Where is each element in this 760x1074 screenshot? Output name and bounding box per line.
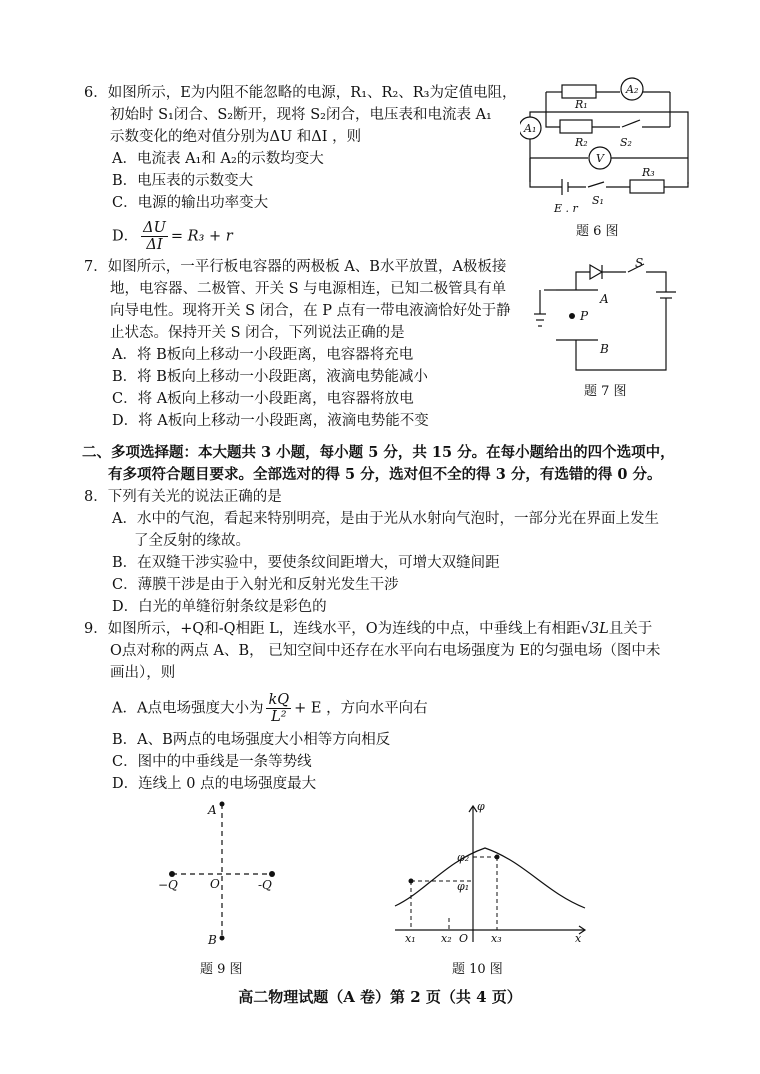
q10-label-x1: x₁ xyxy=(405,932,416,945)
q10-label-x3: x₃ xyxy=(491,932,502,945)
q10-label-x2: x₂ xyxy=(441,932,452,945)
q9-point-b xyxy=(220,936,225,941)
q6-label-s2: S₂ xyxy=(620,136,632,149)
q8-option-d: D．白光的单缝衍射条纹是彩色的 xyxy=(112,599,327,615)
section2-heading xyxy=(82,442,675,486)
q6-circuit-diagram xyxy=(520,72,700,232)
q9 xyxy=(84,618,660,795)
q9-label-b: B xyxy=(208,933,217,947)
q7-option-d: D．将 A板向上移动一小段距离，液滴电势能不变 xyxy=(112,413,429,429)
section2-line1: 二、多项选择题：本大题共 3 小题，每小题 5 分，共 15 分。在每小题给出的四个选项中， xyxy=(82,444,675,461)
q9-label-left: −Q xyxy=(158,878,178,892)
q9-option-b: B．A、B两点的电场强度大小相等方向相反 xyxy=(112,732,391,748)
q6-fraction: $\frac{\Delta U}{\Delta I}$ xyxy=(143,220,166,253)
q9-option-d: D．连线上 0 点的电场强度最大 xyxy=(112,776,317,792)
q7-label-s: S xyxy=(635,258,644,270)
q6-resistor-top xyxy=(562,85,596,98)
q6-label-r1: R₁ xyxy=(575,98,588,111)
q6-stem xyxy=(84,82,517,253)
q9-point-a xyxy=(220,802,225,807)
q7-label-a: A xyxy=(600,292,609,306)
q8-option-c: C．薄膜干涉是由于入射光和反射光发生干涉 xyxy=(112,577,399,593)
q9-label-right: -Q xyxy=(258,878,272,892)
q10-label-phi: φ xyxy=(477,800,485,813)
q6-label-a2: A₂ xyxy=(626,83,639,96)
q6-option-d: D． $\frac{\Delta U}{\Delta I}$ = R₃ + r xyxy=(112,220,233,253)
q6-line2: 初始时 S₁闭合、S₂断开，现将 S₂闭合，电压表和电流表 A₁ xyxy=(110,107,492,123)
q9-option-c: C．图中的中垂线是一条等势线 xyxy=(112,754,312,770)
q7-option-b: B．将 B板向上移动一小段距离，液滴电势能减小 xyxy=(112,369,428,385)
q8-stem: 8．下列有关光的说法正确的是 xyxy=(84,489,282,505)
q8-option-a-cont: 了全反射的缘故。 xyxy=(134,533,250,549)
q7-stem xyxy=(84,256,511,432)
q7-line1: 7．如图所示，一平行板电容器的两极板 A、B水平放置，A极板接 xyxy=(84,259,507,275)
q6-option-a: A．电流表 A₁和 A₂的示数均变大 xyxy=(112,151,324,167)
q9-charge-left xyxy=(169,871,175,877)
q9-option-a: A．A点电场强度大小为 $\frac{kQ}{\text{L²}}$ + E ，方向水平向右 xyxy=(112,692,428,725)
q6-label-s1: S₁ xyxy=(592,194,604,207)
q9-line2: O点对称的两点 A、B， 已知空间中还存在水平向右电场强度为 E的匀强电场（图中未 xyxy=(110,643,661,659)
q7-figure-caption: 题 7 图 xyxy=(584,384,627,399)
q9-line3: 画出），则 xyxy=(110,665,176,681)
q6-label-r2: R₂ xyxy=(575,136,588,149)
q10-figure-caption: 题 10 图 xyxy=(452,962,503,977)
q10-label-phi2: φ₂ xyxy=(457,851,470,864)
q10-label-x: x xyxy=(575,932,582,945)
q9-label-o: O xyxy=(210,877,220,891)
page-footer: 高二物理试题（A 卷）第 2 页（共 4 页） xyxy=(238,988,522,1006)
q7-line2: 地，电容器、二极管、开关 S 与电源相连，已知二极管具有单 xyxy=(110,281,507,297)
q8-option-b: B．在双缝干涉实验中，要使条纹间距增大，可增大双缝间距 xyxy=(112,555,500,571)
q9-fraction: $\frac{kQ}{\text{L²}}$ xyxy=(268,692,290,725)
q6-label-v: V xyxy=(596,152,604,165)
q6-option-c: C．电源的输出功率变大 xyxy=(112,195,269,211)
q7-line3: 向导电性。现将开关 S 闭合，在 P 点有一带电液滴恰好处于静 xyxy=(110,303,511,319)
q7-label-p: P xyxy=(580,309,589,323)
q9-label-a: A xyxy=(208,803,217,817)
q8 xyxy=(84,486,659,618)
q6-line1: 6．如图所示，E为内阻不能忽略的电源，R₁、R₂、R₃为定值电阻， xyxy=(84,85,517,101)
section2-line2: 有多项符合题目要求。全部选对的得 5 分，选对但不全的得 3 分，有选错的得 0 分。 xyxy=(108,466,662,483)
q6-option-b: B．电压表的示数变大 xyxy=(112,173,254,189)
q10-label-o: O xyxy=(459,932,469,945)
q10-label-phi1: φ₁ xyxy=(457,880,470,893)
q7-capacitor-diagram xyxy=(528,258,688,378)
q7-line4: 止状态。保持开关 S 闭合，下列说法正确的是 xyxy=(110,325,405,341)
q7-option-a: A．将 B板向上移动一小段距离，电容器将充电 xyxy=(112,347,414,363)
q7-label-b: B xyxy=(600,342,609,356)
q10-potential-graph xyxy=(385,800,595,950)
q9-charge-right xyxy=(269,871,275,877)
q9-figure-caption: 题 9 图 xyxy=(200,962,243,977)
q6-label-a1: A₁ xyxy=(524,122,537,135)
q6-figure-caption: 题 6 图 xyxy=(576,224,619,239)
q6-line3: 示数变化的绝对值分别为ΔU 和ΔI ，则 xyxy=(110,129,362,145)
q7-option-c: C．将 A板向上移动一小段距离，电容器将放电 xyxy=(112,391,414,407)
q8-option-a: A．水中的气泡，看起来特别明亮，是由于光从水射向气泡时，一部分光在界面上发生 xyxy=(112,511,659,527)
q6-label-r3: R₃ xyxy=(642,166,655,179)
q9-charges-diagram xyxy=(150,796,290,956)
q6-label-er: E . r xyxy=(554,202,578,215)
q9-line1: 9．如图所示，+Q和-Q相距 L，连线水平，O为连线的中点，中垂线上有相距√3L且关于 xyxy=(84,621,653,637)
